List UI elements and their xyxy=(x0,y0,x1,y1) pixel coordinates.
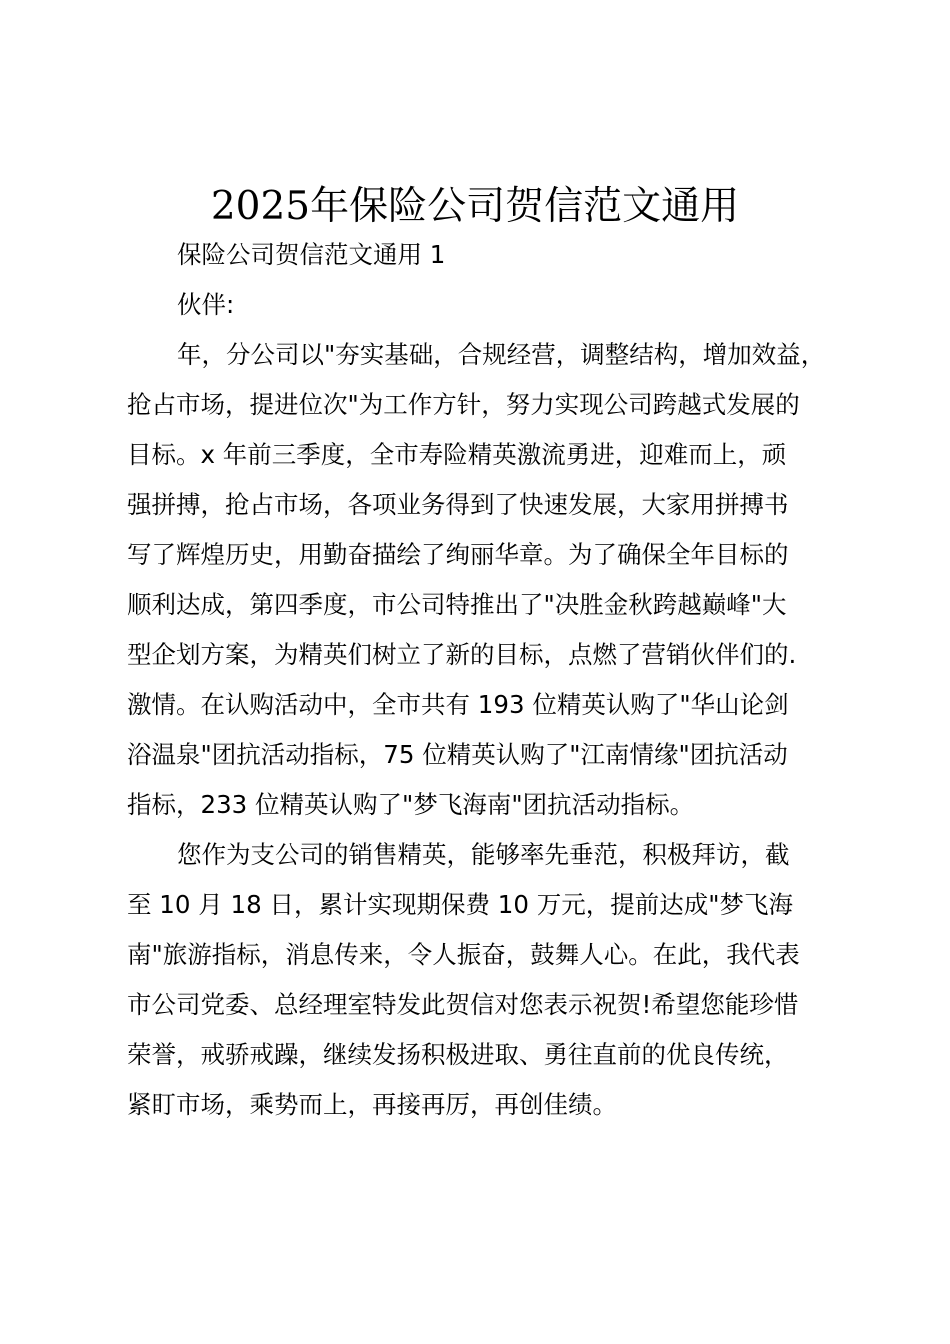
paragraph-line: 您作为支公司的销售精英，能够率先垂范，积极拜访，截 xyxy=(177,840,790,869)
paragraph-line: 顺利达成，第四季度，市公司特推出了"决胜金秋跨越巅峰"大 xyxy=(127,590,787,619)
paragraph-line: 目标。x 年前三季度，全市寿险精英激流勇进，迎难而上，顽 xyxy=(127,440,787,469)
paragraph-line: 浴温泉"团抗活动指标，75 位精英认购了"江南情缘"团抗活动 xyxy=(127,740,788,769)
paragraph-line: 至 10 月 18 日，累计实现期保费 10 万元，提前达成"梦飞海 xyxy=(127,890,794,919)
paragraph-line: 指标，233 位精英认购了"梦飞海南"团抗活动指标。 xyxy=(127,790,695,819)
paragraph-line: 写了辉煌历史，用勤奋描绘了绚丽华章。为了确保全年目标的 xyxy=(127,540,789,569)
salutation: 伙伴: xyxy=(177,290,235,319)
paragraph-line: 荣誉，戒骄戒躁，继续发扬积极进取、勇往直前的优良传统， xyxy=(127,1040,789,1069)
paragraph-line: 年，分公司以"夯实基础，合规经营，调整结构，增加效益， xyxy=(177,340,826,369)
paragraph-line: 南"旅游指标，消息传来，令人振奋，鼓舞人心。在此，我代表 xyxy=(127,940,800,969)
paragraph-line: 型企划方案，为精英们树立了新的目标，点燃了营销伙伴们的. xyxy=(127,640,797,669)
paragraph-line: 市公司党委、总经理室特发此贺信对您表示祝贺!希望您能珍惜 xyxy=(127,990,799,1019)
document-subtitle: 保险公司贺信范文通用 1 xyxy=(177,240,446,269)
paragraph-line: 紧盯市场，乘势而上，再接再厉，再创佳绩。 xyxy=(127,1090,617,1119)
paragraph-line: 强拼搏，抢占市场，各项业务得到了快速发展，大家用拼搏书 xyxy=(127,490,789,519)
paragraph-line: 激情。在认购活动中，全市共有 193 位精英认购了"华山论剑 xyxy=(127,690,789,719)
document-title: 2025年保险公司贺信范文通用 xyxy=(210,184,740,229)
paragraph-line: 抢占市场，提进位次"为工作方针，努力实现公司跨越式发展的 xyxy=(127,390,800,419)
